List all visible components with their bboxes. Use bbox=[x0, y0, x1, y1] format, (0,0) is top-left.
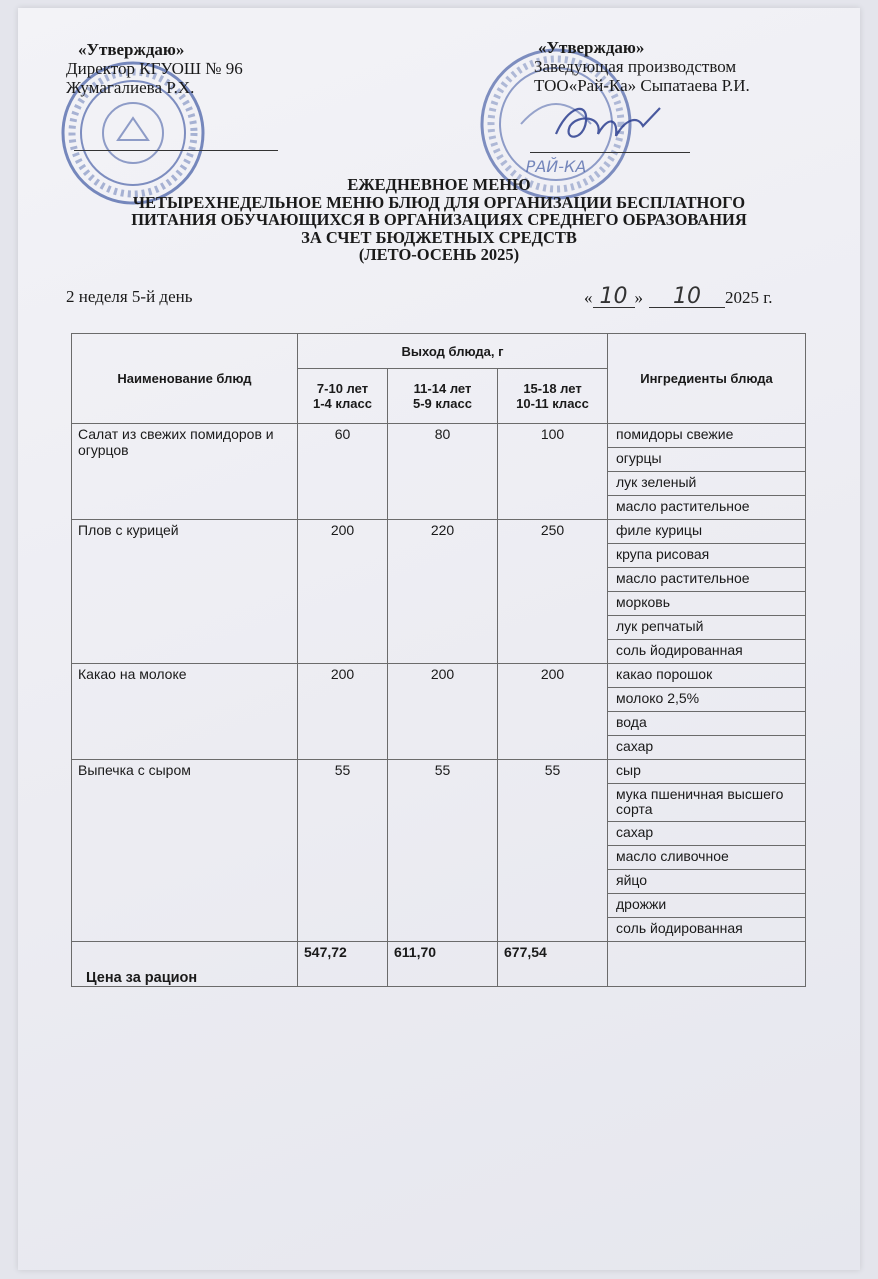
ingredient: помидоры свежие bbox=[608, 424, 806, 448]
table-row bbox=[72, 424, 806, 448]
ingredient: соль йодированная bbox=[608, 918, 806, 942]
dish-name: Плов с курицей bbox=[72, 520, 298, 664]
yield-11-14: 220 bbox=[388, 520, 498, 664]
approval-right-name: ТОО«Рай-Ка» Сыпатаева Р.И. bbox=[534, 76, 750, 95]
ingredient: сыр bbox=[608, 760, 806, 784]
approval-right-heading: «Утверждаю» bbox=[538, 38, 645, 57]
signature-line-right bbox=[530, 152, 690, 153]
stamp-right-label: РАЙ-КА bbox=[525, 157, 587, 176]
dish-name: Выпечка с сыром bbox=[72, 760, 298, 942]
header-age-group bbox=[498, 369, 608, 424]
yield-15-18: 200 bbox=[498, 664, 608, 760]
yield-11-14: 200 bbox=[388, 664, 498, 760]
table-row bbox=[72, 520, 806, 544]
yield-7-10: 200 bbox=[298, 664, 388, 760]
price-label: Цена за рацион bbox=[72, 942, 298, 987]
ingredient: масло сливочное bbox=[608, 846, 806, 870]
title-line: (ЛЕТО-ОСЕНЬ 2025) bbox=[358, 245, 520, 264]
yield-7-10: 55 bbox=[298, 760, 388, 942]
age-years: 7-10 лет bbox=[316, 381, 369, 396]
date-day-handwritten: 10 bbox=[593, 287, 635, 308]
yield-7-10: 60 bbox=[298, 424, 388, 520]
approval-left-heading: «Утверждаю» bbox=[78, 40, 185, 59]
header-age-group bbox=[388, 369, 498, 424]
ingredient: филе курицы bbox=[608, 520, 806, 544]
date-field bbox=[584, 284, 773, 309]
week-day-label: 2 неделя 5-й день bbox=[66, 287, 193, 306]
ingredient: морковь bbox=[608, 592, 806, 616]
handwritten-signature bbox=[548, 96, 668, 156]
title-line: ЕЖЕДНЕВНОЕ МЕНЮ bbox=[347, 175, 531, 194]
approval-block-right bbox=[534, 38, 750, 95]
table-row bbox=[72, 664, 806, 688]
ingredient: соль йодированная bbox=[608, 640, 806, 664]
yield-15-18: 55 bbox=[498, 760, 608, 942]
ingredient: яйцо bbox=[608, 870, 806, 894]
ingredient: мука пшеничная высшего сорта bbox=[608, 784, 806, 822]
ingredient: масло растительное bbox=[608, 568, 806, 592]
age-grade: 10-11 класс bbox=[516, 396, 589, 411]
document-title bbox=[18, 176, 860, 264]
date-year: 2025 г. bbox=[725, 288, 773, 307]
price-row bbox=[72, 942, 806, 987]
menu-table bbox=[71, 333, 806, 987]
yield-15-18: 100 bbox=[498, 424, 608, 520]
approval-right-position: Заведующая производством bbox=[534, 57, 737, 76]
price-11-14: 611,70 bbox=[388, 942, 498, 987]
title-line: ЗА СЧЕТ БЮДЖЕТНЫХ СРЕДСТВ bbox=[301, 227, 577, 247]
yield-11-14: 55 bbox=[388, 760, 498, 942]
approval-left-name: Жумагалиева Р.Х. bbox=[66, 78, 195, 97]
dish-name: Какао на молоке bbox=[72, 664, 298, 760]
header-age-group bbox=[298, 369, 388, 424]
ingredient: вода bbox=[608, 712, 806, 736]
date-close-quote: » bbox=[634, 288, 643, 307]
price-ingredients-empty bbox=[608, 942, 806, 987]
ingredient: крупа рисовая bbox=[608, 544, 806, 568]
signature-line-left bbox=[74, 150, 278, 151]
ingredient: лук зеленый bbox=[608, 472, 806, 496]
date-open-quote: « bbox=[584, 288, 593, 307]
ingredient: молоко 2,5% bbox=[608, 688, 806, 712]
age-years: 11-14 лет bbox=[413, 381, 472, 396]
title-line: ЧЕТЫРЕХНЕДЕЛЬНОЕ МЕНЮ БЛЮД ДЛЯ ОРГАНИЗАЦИИ БЕСПЛАТНОГО bbox=[132, 192, 746, 212]
ingredient: какао порошок bbox=[608, 664, 806, 688]
age-years: 15-18 лет bbox=[523, 381, 582, 396]
header-ingredients: Ингредиенты блюда bbox=[608, 334, 806, 424]
header-dish-name: Наименование блюд bbox=[72, 334, 298, 424]
yield-11-14: 80 bbox=[388, 424, 498, 520]
yield-15-18: 250 bbox=[498, 520, 608, 664]
ingredient: лук репчатый bbox=[608, 616, 806, 640]
ingredient: масло растительное bbox=[608, 496, 806, 520]
date-month-handwritten: 10 bbox=[649, 287, 725, 308]
ingredient: дрожжи bbox=[608, 894, 806, 918]
age-grade: 1-4 класс bbox=[312, 396, 372, 411]
ingredient: огурцы bbox=[608, 448, 806, 472]
age-grade: 5-9 класс bbox=[412, 396, 472, 411]
ingredient: сахар bbox=[608, 736, 806, 760]
yield-7-10: 200 bbox=[298, 520, 388, 664]
dish-name: Салат из свежих помидоров и огурцов bbox=[72, 424, 298, 520]
approval-block-left bbox=[66, 40, 243, 97]
ingredient: сахар bbox=[608, 822, 806, 846]
price-15-18: 677,54 bbox=[498, 942, 608, 987]
document-page bbox=[18, 8, 860, 1270]
title-line: ПИТАНИЯ ОБУЧАЮЩИХСЯ В ОРГАНИЗАЦИЯХ СРЕДНЕГО ОБРАЗОВАНИЯ bbox=[131, 210, 747, 229]
approval-left-position: Директор КГУОШ № 96 bbox=[66, 59, 243, 78]
price-7-10: 547,72 bbox=[298, 942, 388, 987]
table-row bbox=[72, 760, 806, 784]
header-yield: Выход блюда, г bbox=[298, 334, 608, 369]
